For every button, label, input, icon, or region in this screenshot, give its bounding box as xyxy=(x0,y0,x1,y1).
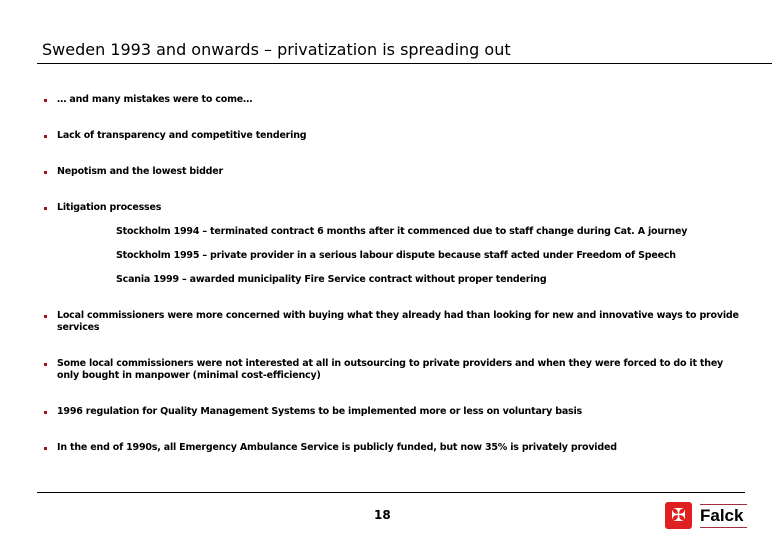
bullet-item xyxy=(57,94,747,106)
bullet-icon xyxy=(44,171,47,174)
bullet-item xyxy=(57,166,747,178)
bullet-icon xyxy=(44,207,47,210)
bullet-icon xyxy=(44,447,47,450)
falck-logo xyxy=(665,502,745,530)
bullet-text: Some local commissioners were not interested at all in outsourcing to private providers and when they were forced to do it they only bought in manpower (minimal cost-efficiency) xyxy=(57,358,724,381)
bullet-text: Lack of transparency and competitive tendering xyxy=(57,130,307,141)
sub-item: Scania 1999 – awarded municipality Fire Service contract without proper tendering xyxy=(116,274,547,285)
bullet-icon xyxy=(44,135,47,138)
title-divider xyxy=(37,63,772,64)
bullet-icon xyxy=(44,315,47,318)
bullet-text: Nepotism and the lowest bidder xyxy=(57,166,224,177)
bullet-item xyxy=(57,202,747,214)
bullet-item xyxy=(57,310,747,334)
logo-text: Falck xyxy=(700,504,747,528)
bullet-icon xyxy=(44,99,47,102)
bullet-text: Litigation processes xyxy=(57,202,162,213)
bullet-item xyxy=(57,130,747,142)
bullet-item xyxy=(57,442,747,454)
bullet-item xyxy=(57,358,747,382)
bullet-text: Local commissioners were more concerned with buying what they already had than looking for new and innovative ways to provide services xyxy=(57,310,739,333)
sub-item: Stockholm 1995 – private provider in a serious labour dispute because staff acted under Freedom of Speech xyxy=(116,250,676,261)
bullet-text: … and many mistakes were to come… xyxy=(57,94,253,105)
slide-title: Sweden 1993 and onwards – privatization is spreading out xyxy=(42,40,511,59)
bullet-item xyxy=(57,406,747,418)
falck-eagle-icon: ✠ xyxy=(665,502,692,529)
bullet-text: 1996 regulation for Quality Management Systems to be implemented more or less on voluntary basis xyxy=(57,406,583,417)
bullet-icon xyxy=(44,363,47,366)
sub-item: Stockholm 1994 – terminated contract 6 months after it commenced due to staff change during Cat. A journey xyxy=(116,226,688,237)
bullet-text: In the end of 1990s, all Emergency Ambulance Service is publicly funded, but now 35% is privately provided xyxy=(57,442,617,453)
page-number: 18 xyxy=(374,508,391,522)
bullet-icon xyxy=(44,411,47,414)
footer-divider xyxy=(37,492,745,493)
